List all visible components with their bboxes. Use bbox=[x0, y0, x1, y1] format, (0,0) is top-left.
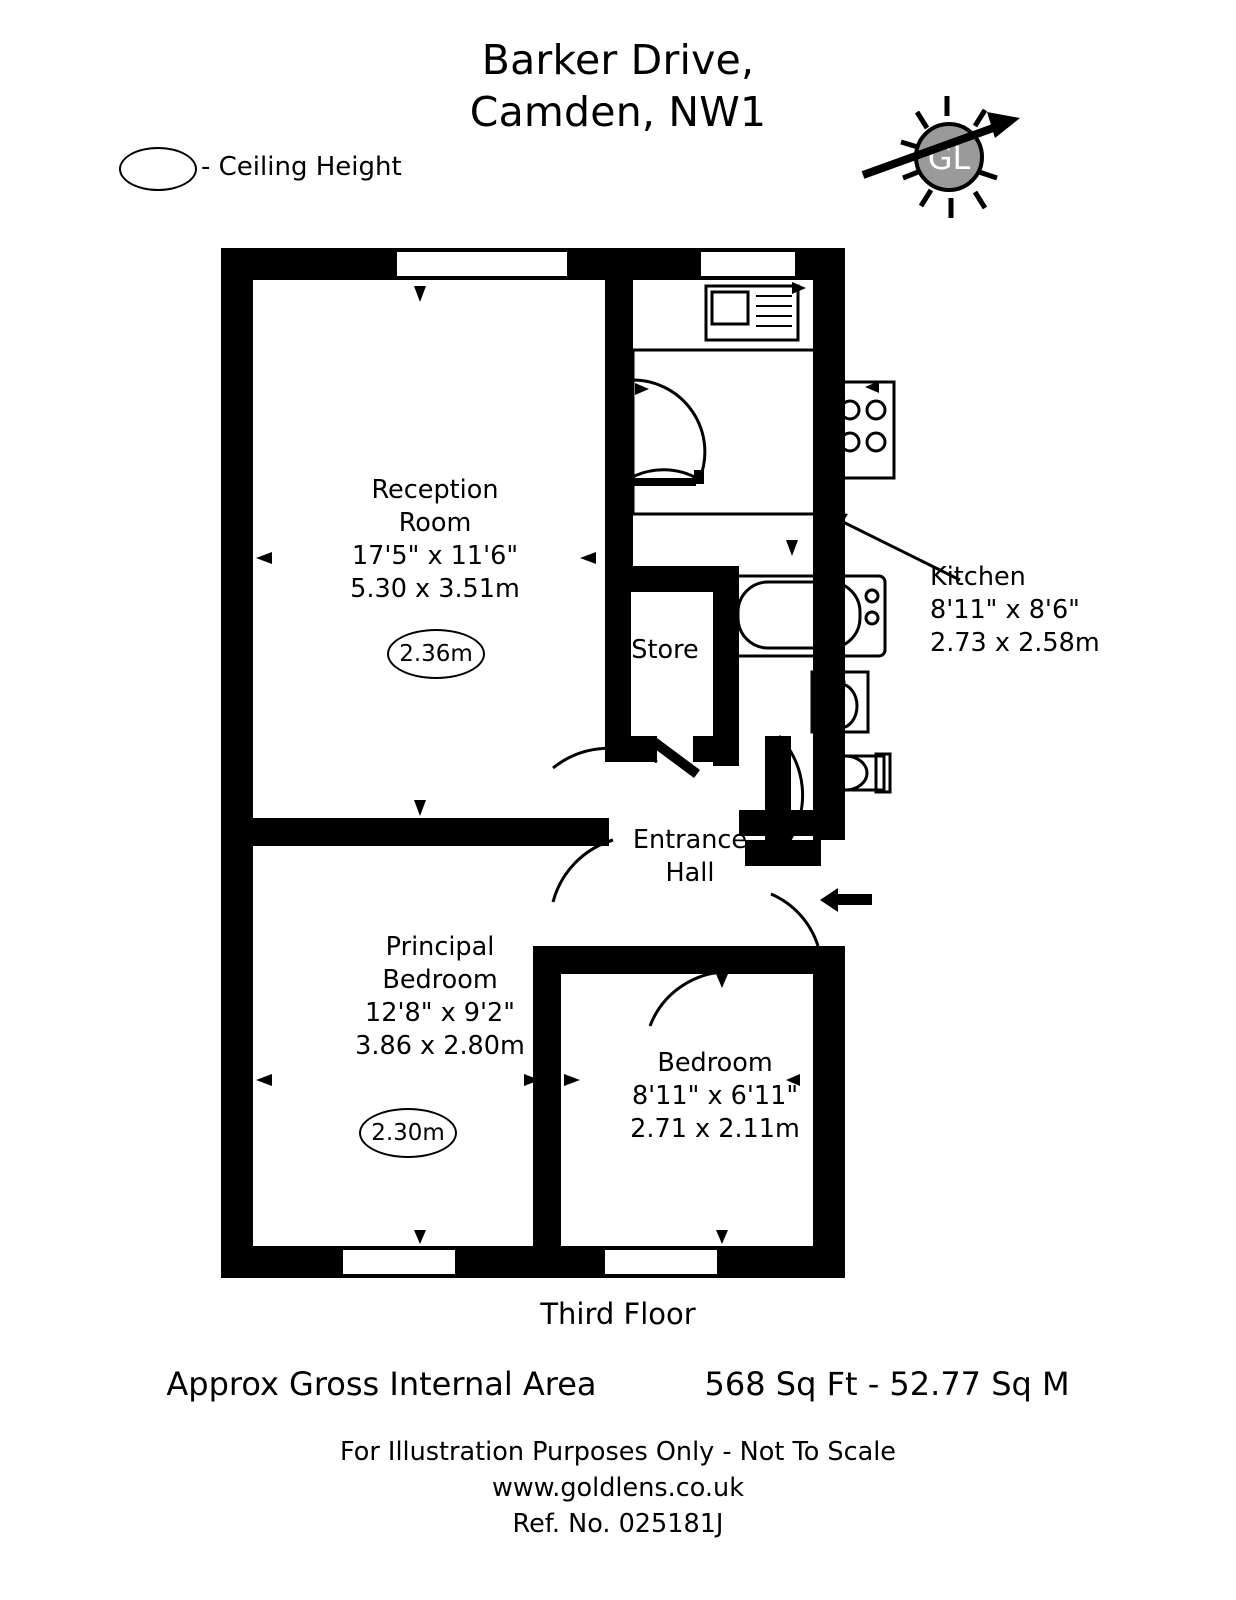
ceiling-height-principal-bedroom: 2.30m bbox=[359, 1108, 457, 1158]
principal-name-1: Principal bbox=[385, 932, 495, 962]
reception-name-2: Room bbox=[398, 508, 472, 538]
entrance-name-1: Entrance bbox=[632, 825, 748, 855]
footer-disclaimer bbox=[0, 1434, 1236, 1542]
website-link[interactable]: www.goldlens.co.uk bbox=[492, 1473, 744, 1503]
room-label-principal-bedroom bbox=[300, 931, 580, 1063]
kitchen-metric: 2.73 x 2.58m bbox=[930, 628, 1100, 658]
bedroom-name: Bedroom bbox=[657, 1048, 773, 1078]
svg-text:GL: GL bbox=[927, 139, 971, 177]
legend-label: - Ceiling Height bbox=[201, 152, 402, 182]
entrance-name-2: Hall bbox=[665, 858, 715, 888]
area-label: Approx Gross Internal Area bbox=[166, 1365, 597, 1403]
reception-metric: 5.30 x 3.51m bbox=[350, 574, 520, 604]
disclaimer-text: For Illustration Purposes Only - Not To Scale bbox=[339, 1437, 897, 1467]
compass-north-arrow-icon bbox=[845, 90, 1045, 230]
page-title bbox=[0, 34, 1236, 138]
ellipse-icon bbox=[119, 147, 197, 191]
area-value: 568 Sq Ft - 52.77 Sq M bbox=[704, 1365, 1070, 1403]
principal-metric: 3.86 x 2.80m bbox=[355, 1031, 525, 1061]
kitchen-name: Kitchen bbox=[930, 562, 1026, 592]
floor-name: Third Floor bbox=[540, 1297, 696, 1331]
room-label-entrance-hall bbox=[590, 824, 790, 890]
reception-imperial: 17'5" x 11'6" bbox=[351, 541, 519, 571]
ceiling-height-reception: 2.36m bbox=[387, 629, 485, 679]
room-label-reception bbox=[290, 474, 580, 606]
principal-name-2: Bedroom bbox=[382, 965, 498, 995]
title-line-2: Camden, NW1 bbox=[469, 88, 767, 136]
gross-internal-area-row bbox=[0, 1365, 1236, 1403]
reference-number: Ref. No. 025181J bbox=[512, 1509, 724, 1539]
principal-imperial: 12'8" x 9'2" bbox=[365, 998, 515, 1028]
room-label-kitchen bbox=[930, 561, 1160, 660]
reception-name-1: Reception bbox=[371, 475, 499, 505]
store-name: Store bbox=[631, 635, 699, 665]
room-label-store bbox=[575, 634, 755, 667]
kitchen-imperial: 8'11" x 8'6" bbox=[930, 595, 1080, 625]
room-label-bedroom bbox=[555, 1047, 875, 1146]
bedroom-imperial: 8'11" x 6'11" bbox=[631, 1081, 799, 1111]
bedroom-metric: 2.71 x 2.11m bbox=[630, 1114, 800, 1144]
title-line-1: Barker Drive, bbox=[481, 36, 755, 84]
